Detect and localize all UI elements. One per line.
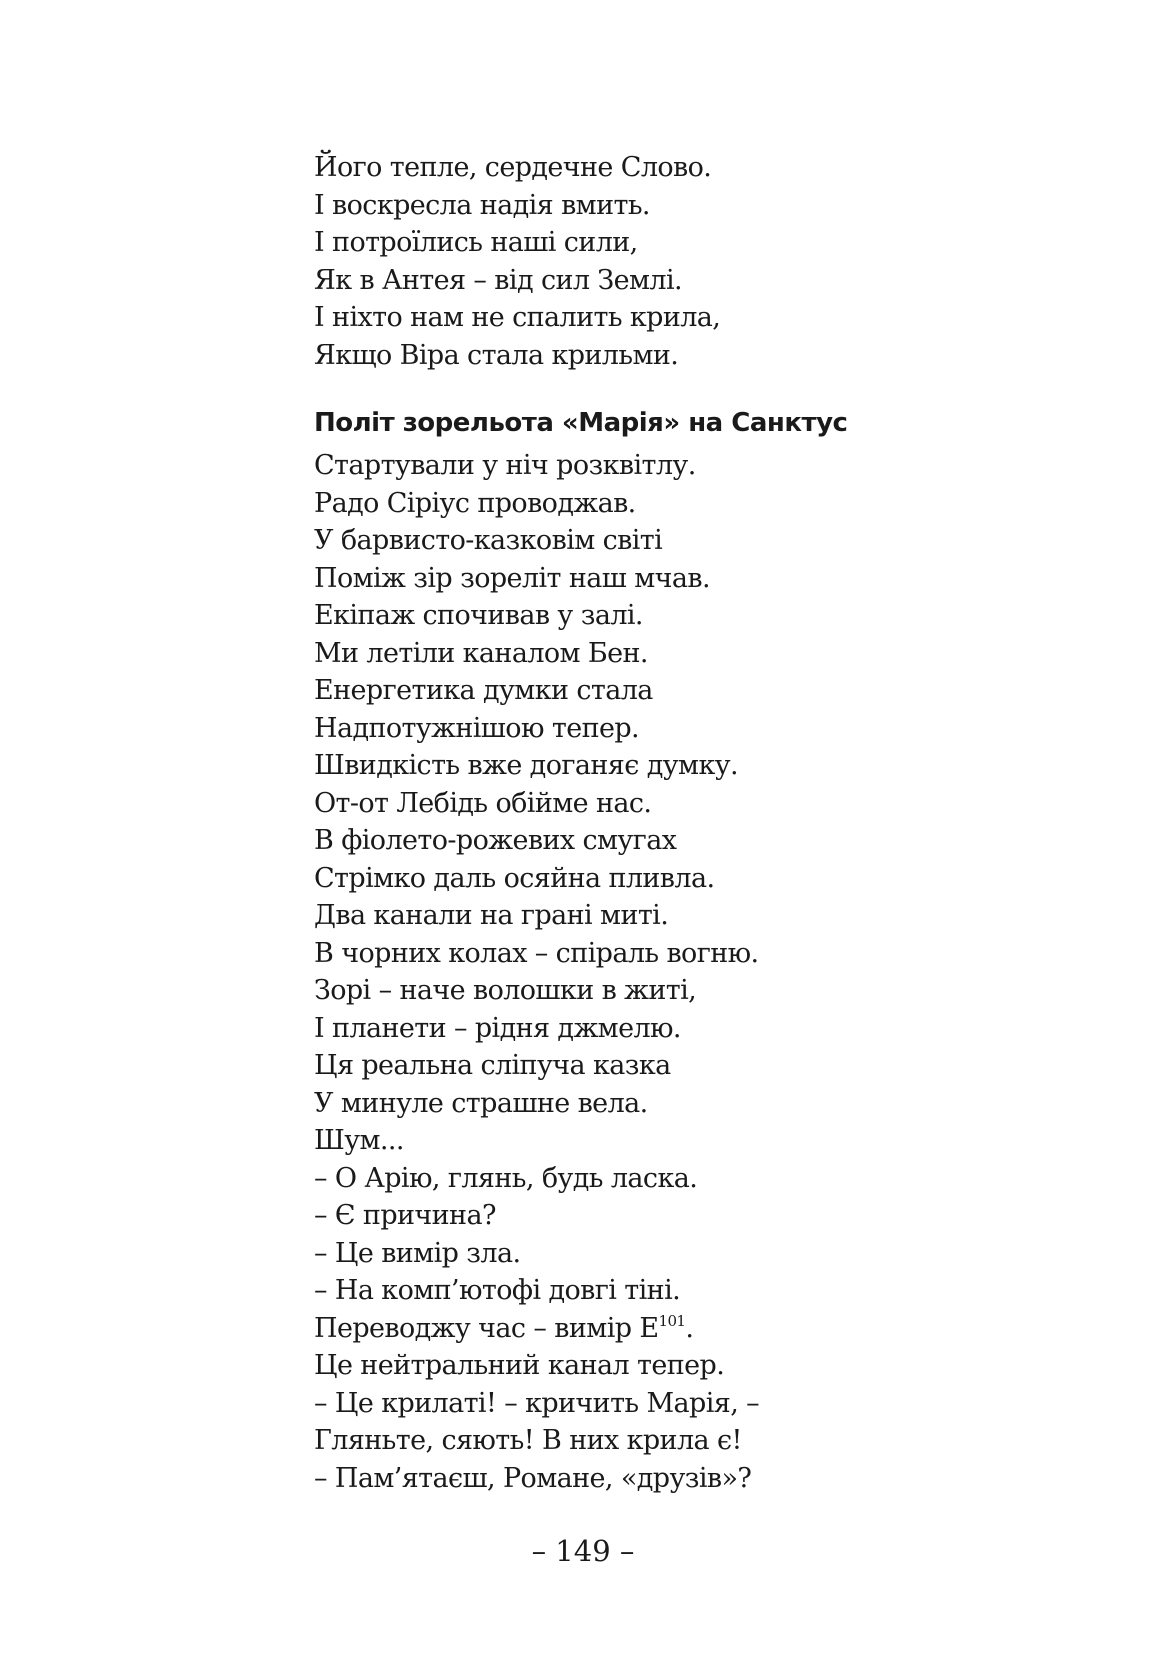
poem-line: І планети – рідня джмелю. bbox=[314, 1012, 681, 1044]
poem-line: Якщо Віра стала крильми. bbox=[314, 339, 679, 371]
poem-line: Стрімко даль осяйна пливла. bbox=[314, 862, 715, 894]
poem-line: І ніхто нам не спалить крила, bbox=[314, 302, 721, 333]
poem-line: – Пам’ятаєш, Романе, «друзів»? bbox=[314, 1462, 752, 1494]
poem-line: У минуле страшне вела. bbox=[314, 1087, 648, 1119]
poem-line: Як в Антея – від сил Землі. bbox=[314, 264, 682, 296]
line-text: Переводжу час – вимір Е bbox=[314, 1312, 659, 1344]
page-number: – 149 – bbox=[531, 1534, 635, 1568]
poem-line: – Це вимір зла. bbox=[314, 1237, 521, 1269]
poem-line: Стартували у ніч розквітлу. bbox=[314, 450, 696, 481]
poem-line: Гляньте, сяють! В них крила є! bbox=[314, 1425, 742, 1456]
poem-line: Радо Сіріус проводжав. bbox=[314, 487, 636, 519]
poem-line: – Це крилаті! – кричить Марія, – bbox=[314, 1387, 760, 1419]
poem-line: Його тепле, сердечне Слово. bbox=[314, 152, 712, 183]
poem-line: – О Арію, глянь, будь ласка. bbox=[314, 1162, 698, 1194]
poem-line: Надпотужнішою тепер. bbox=[314, 712, 640, 744]
poem-line: Ця реальна сліпуча казка bbox=[314, 1050, 671, 1081]
poem-line: Екіпаж спочивав у залі. bbox=[314, 600, 643, 631]
poem-line: І потроїлись наші сили, bbox=[314, 227, 638, 258]
poem-title: Політ зорельота «Марія» на Санктус bbox=[314, 408, 848, 438]
poem-line: Шум... bbox=[314, 1125, 404, 1156]
poem-line: Зорі – наче волошки в житі, bbox=[314, 975, 697, 1006]
poem-body bbox=[314, 447, 934, 1497]
poem-line: І воскресла надія вмить. bbox=[314, 189, 650, 221]
poem-line: От-от Лебідь обійме нас. bbox=[314, 787, 652, 819]
poem-line: В чорних колах – спіраль вогню. bbox=[314, 937, 759, 969]
poem-line: – На комп’ютофі довгі тіні. bbox=[314, 1275, 681, 1306]
intro-stanza bbox=[314, 149, 934, 374]
poem-line: Ми летіли каналом Бен. bbox=[314, 637, 648, 669]
poem-line: Два канали на грані миті. bbox=[314, 900, 669, 931]
poem-line: Це нейтральний канал тепер. bbox=[314, 1350, 725, 1381]
poem-line: Швидкість вже доганяє думку. bbox=[314, 750, 738, 781]
superscript: 101 bbox=[658, 1311, 686, 1330]
poem-line: В фіолето-рожевих смугах bbox=[314, 825, 677, 856]
poem-line: – Є причина? bbox=[314, 1200, 496, 1231]
poem-line-with-superscript bbox=[314, 1310, 934, 1348]
poem-line: Поміж зір зореліт наш мчав. bbox=[314, 562, 710, 594]
line-text-end: . bbox=[685, 1312, 694, 1344]
poem-line: Енергетика думки стала bbox=[314, 675, 653, 706]
poem-line: У барвисто-казковім світі bbox=[314, 525, 663, 556]
